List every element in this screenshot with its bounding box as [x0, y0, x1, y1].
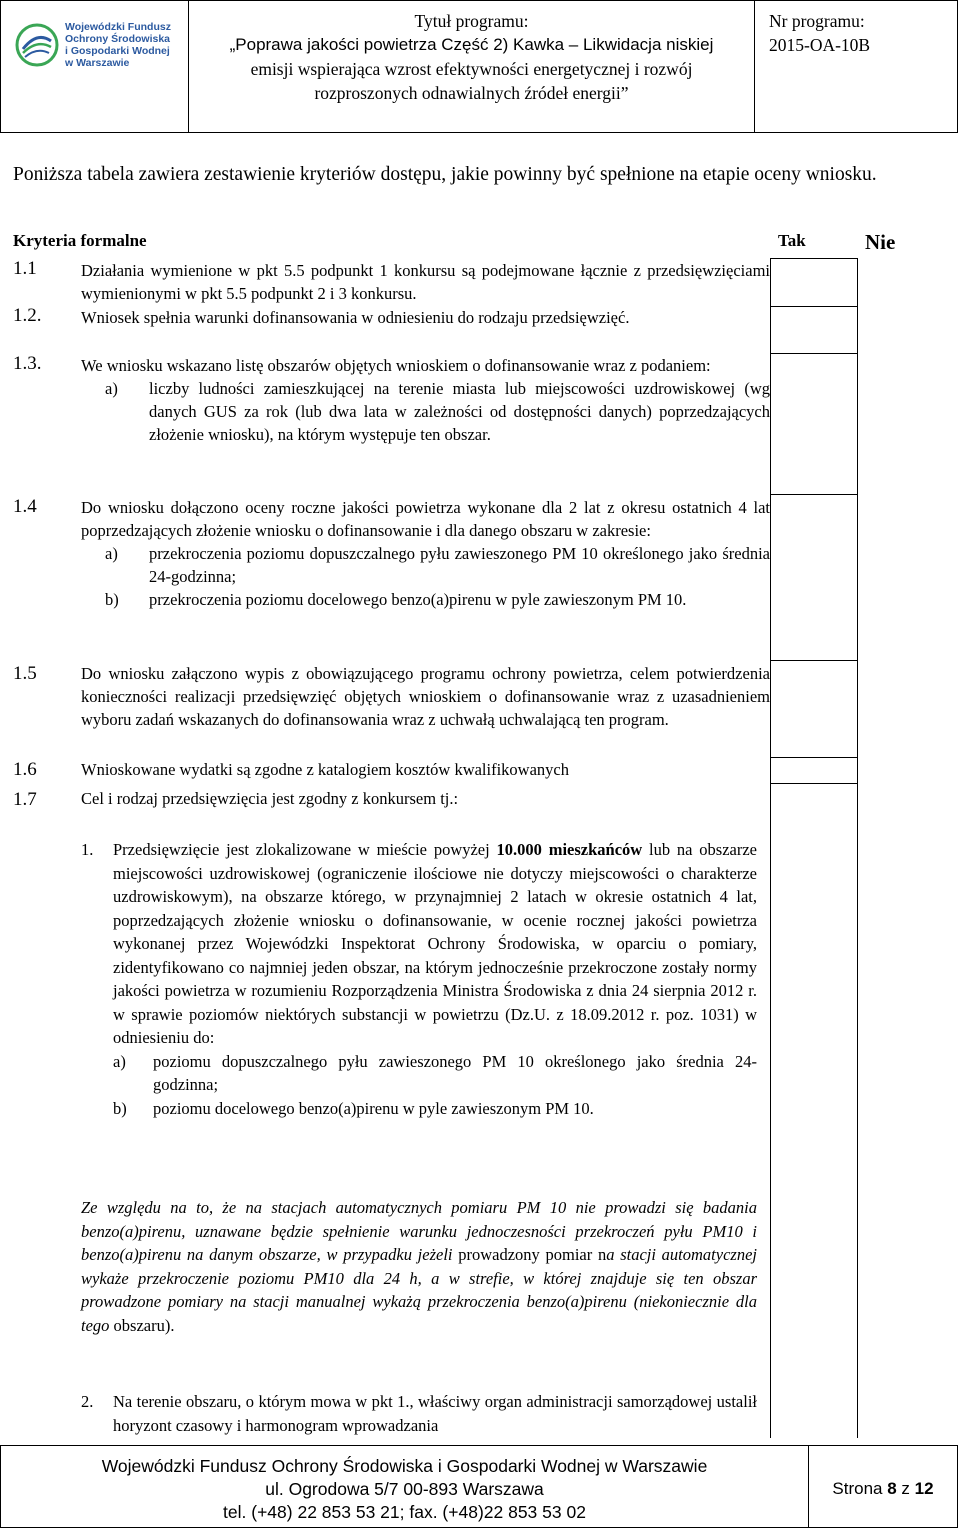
- header-logo-cell: [1, 1, 189, 132]
- criteria-text: Do wniosku dołączono oceny roczne jakości powietrza wykonane dla 2 lat z okresu ostatnich 4 lat poprzedzających złożenie wniosku o dofinansowanie i dla danego obszaru w zakresie:: [81, 498, 770, 540]
- logo-text: [65, 21, 171, 69]
- page-number-current: 8: [887, 1479, 897, 1498]
- program-title-cell: [189, 1, 755, 132]
- criteria-number: 1.4: [13, 496, 37, 517]
- logo-line: Ochrony Środowiska: [65, 33, 171, 45]
- program-number-cell: [755, 1, 957, 132]
- col-header-nie: Nie: [865, 230, 896, 254]
- logo-line: w Warszawie: [65, 57, 130, 69]
- criteria-text: Wniosek spełnia warunki dofinansowania w odniesieniu do rodzaju przedsięwzięć.: [81, 308, 630, 327]
- col-header-tak: Tak: [778, 231, 806, 250]
- criteria-text-block: [81, 496, 770, 611]
- program-title-label: Tytuł programu:: [414, 11, 529, 31]
- page-number-total: 12: [914, 1479, 934, 1498]
- footer-address: [1, 1446, 809, 1527]
- criteria-subitem: [81, 542, 770, 588]
- criteria-subitem: [81, 588, 770, 611]
- intro-paragraph: Poniższa tabela zawiera zestawienie kryteriów dostępu, jakie powinny być spełnione na etapie oceny wniosku.: [13, 164, 877, 185]
- page-number: [809, 1446, 957, 1527]
- row-divider: [770, 757, 858, 758]
- criteria-text: Wnioskowane wydatki są zgodne z katalogiem kosztów kwalifikowanych: [81, 760, 569, 779]
- col-header-criteria: Kryteria formalne: [13, 231, 147, 250]
- program-title-line: rozproszonych odnawialnych źródeł energii”: [314, 83, 629, 103]
- list-subitem: [113, 1050, 757, 1097]
- column-divider: [857, 258, 858, 1438]
- row-divider: [770, 494, 858, 495]
- wfosigw-logo: [15, 21, 171, 69]
- criteria-17-list: [81, 1390, 757, 1437]
- page-footer: [0, 1445, 958, 1528]
- page-header: [0, 0, 958, 133]
- list-item-text: Na terenie obszaru, o którym mowa w pkt 1., właściwy organ administracji samorządowej ustalił horyzont czasowy i harmonogram wprowadzania: [113, 1392, 757, 1435]
- program-title-line: „Poprawa jakości powietrza Część 2) Kawka – Likwidacja niskiej: [229, 35, 714, 54]
- list-subitem-label: a): [113, 1051, 126, 1071]
- program-number-value: 2015-OA-10B: [769, 35, 871, 55]
- logo-line: Wojewódzki Fundusz: [65, 21, 171, 33]
- footer-org-name: Wojewódzki Fundusz Ochrony Środowiska i Gospodarki Wodnej w Warszawie: [101, 1456, 708, 1476]
- criteria-number: 1.7: [13, 789, 37, 810]
- list-item-number: 2.: [81, 1392, 94, 1411]
- criteria-17-list: [81, 838, 757, 1120]
- subitem-label: b): [105, 590, 119, 609]
- column-divider: [770, 258, 771, 1438]
- row-divider: [770, 353, 858, 354]
- criteria-text: Działania wymienione w pkt 5.5 podpunkt 1 konkursu są podejmowane łącznie z przedsięwzięciami wymienionymi w pkt 5.5 podpunkt 2 i 3 konkursu.: [81, 261, 770, 303]
- program-number-label: Nr programu:: [769, 11, 865, 31]
- row-divider: [770, 258, 858, 259]
- page-number-prefix: Strona: [832, 1479, 888, 1498]
- list-subitem-label: b): [113, 1098, 127, 1118]
- subitem-text: liczby ludności zamieszkującej na terenie miasta lub miejscowości uzdrowiskowej (wg danych GUS za rok (lub dwa lata w zależności od dostępności danych) poprzedzających złożenie wniosku), na którym występuje ten obszar.: [149, 379, 770, 444]
- logo-emblem-icon: [15, 23, 59, 67]
- program-title-line: emisji wspierająca wzrost efektywności energetycznej i rozwój: [250, 59, 693, 79]
- criteria-number: 1.6: [13, 759, 37, 780]
- subitem-text: przekroczenia poziomu docelowego benzo(a)pirenu w pyle zawieszonym PM 10.: [149, 590, 687, 609]
- row-divider: [770, 783, 858, 784]
- criteria-number: 1.2.: [13, 305, 42, 326]
- criteria-number: 1.5: [13, 663, 37, 684]
- note-italic: a stacji automatycznej wykaże przekroczenie poziomu PM10 dla 24 h, a w strefie, w której znajduje się ten obszar prowadzone pomiary na stacji manualnej wykażą przekroczenia benzo(a)pirenu (niekoniecznie dla tego: [81, 1245, 757, 1335]
- logo-line: i Gospodarki Wodnej: [65, 45, 170, 57]
- note-plain: obszaru).: [113, 1315, 175, 1335]
- list-item-text: [113, 838, 757, 1120]
- subitem-label: a): [105, 379, 118, 398]
- criteria-subitem: [81, 377, 770, 446]
- subitem-label: a): [105, 544, 118, 563]
- criteria-text: Do wniosku załączono wypis z obowiązującego programu ochrony powietrza, celem potwierdzenia konieczności realizacji przedsięwzięć objętych wnioskiem o dofinansowanie wraz z uzasadnieniem wyboru zadań wskazanych do dofinansowania wraz z uchwałą uchwalającą ten program.: [81, 664, 770, 729]
- list-item-text-bold: 10.000 mieszkańców: [496, 840, 643, 859]
- list-subitem-text: poziomu docelowego benzo(a)pirenu w pyle zawieszonym PM 10.: [153, 1098, 594, 1118]
- list-item-text-part: lub na obszarze miejscowości uzdrowiskowej (ograniczenie ilościowe nie dotyczy miejscowości o charakterze uzdrowiskowym), na obszarze którego, w przynajmniej 2 latach w okresie ostatnich 4 lat, poprzedzających złożenie wniosku o dofinansowanie, w ocenie rocznej jakości powietrza wykonanej przez Wojewódzki Inspektorat Ochrony Środowiska, w oparciu o pomiary, zidentyfikowano co najmniej jeden obszar, na którym jednocześnie przekroczone zostały normy jakości powietrza w rozumieniu Rozporządzenia Ministra Środowiska z dnia 24 sierpnia 2012 r. w sprawie poziomów niektórych substancji w powietrzu (Dz.U. z 18.09.2012 r. poz. 1031) w odniesieniu do:: [113, 840, 757, 1047]
- list-item: [81, 838, 757, 1120]
- list-item-number: 1.: [81, 840, 94, 859]
- note-italic: Ze względu na to, że na stacjach automatycznych pomiaru PM 10 nie prowadzi się badania benzo(a)pirenu, uznawane będzie spełnienie warunku jednoczesności przekroczeń pyłu PM10 i benzo(a)pirenu na danym obszarze, w przypadku jeżeli: [81, 1198, 757, 1264]
- footer-street: ul. Ogrodowa 5/7 00-893 Warszawa: [265, 1479, 544, 1499]
- criteria-text-block: [81, 354, 770, 446]
- criteria-number: 1.1: [13, 258, 37, 279]
- row-divider: [770, 660, 858, 661]
- criteria-text: We wniosku wskazano listę obszarów objętych wnioskiem o dofinansowanie wraz z podaniem:: [81, 356, 711, 375]
- list-subitem-text: poziomu dopuszczalnego pyłu zawieszonego PM 10 określonego jako średnia 24-godzinna;: [153, 1051, 757, 1094]
- criteria-17-note: [81, 1196, 757, 1337]
- list-subitem: [113, 1097, 757, 1121]
- page-number-sep: z: [896, 1479, 915, 1498]
- list-item-text-part: Przedsięwzięcie jest zlokalizowane w mieście powyżej: [113, 840, 497, 859]
- subitem-text: przekroczenia poziomu dopuszczalnego pyłu zawieszonego PM 10 określonego jako średnia 24-godzinna;: [149, 544, 770, 586]
- list-item: [81, 1390, 757, 1437]
- note-plain: prowadzony pomiar n: [458, 1245, 607, 1264]
- criteria-number: 1.3.: [13, 353, 42, 374]
- row-divider: [770, 306, 858, 307]
- footer-contact: tel. (+48) 22 853 53 21; fax. (+48)22 853 53 02: [223, 1502, 586, 1522]
- criteria-text: Cel i rodzaj przedsięwzięcia jest zgodny z konkursem tj.:: [81, 789, 459, 808]
